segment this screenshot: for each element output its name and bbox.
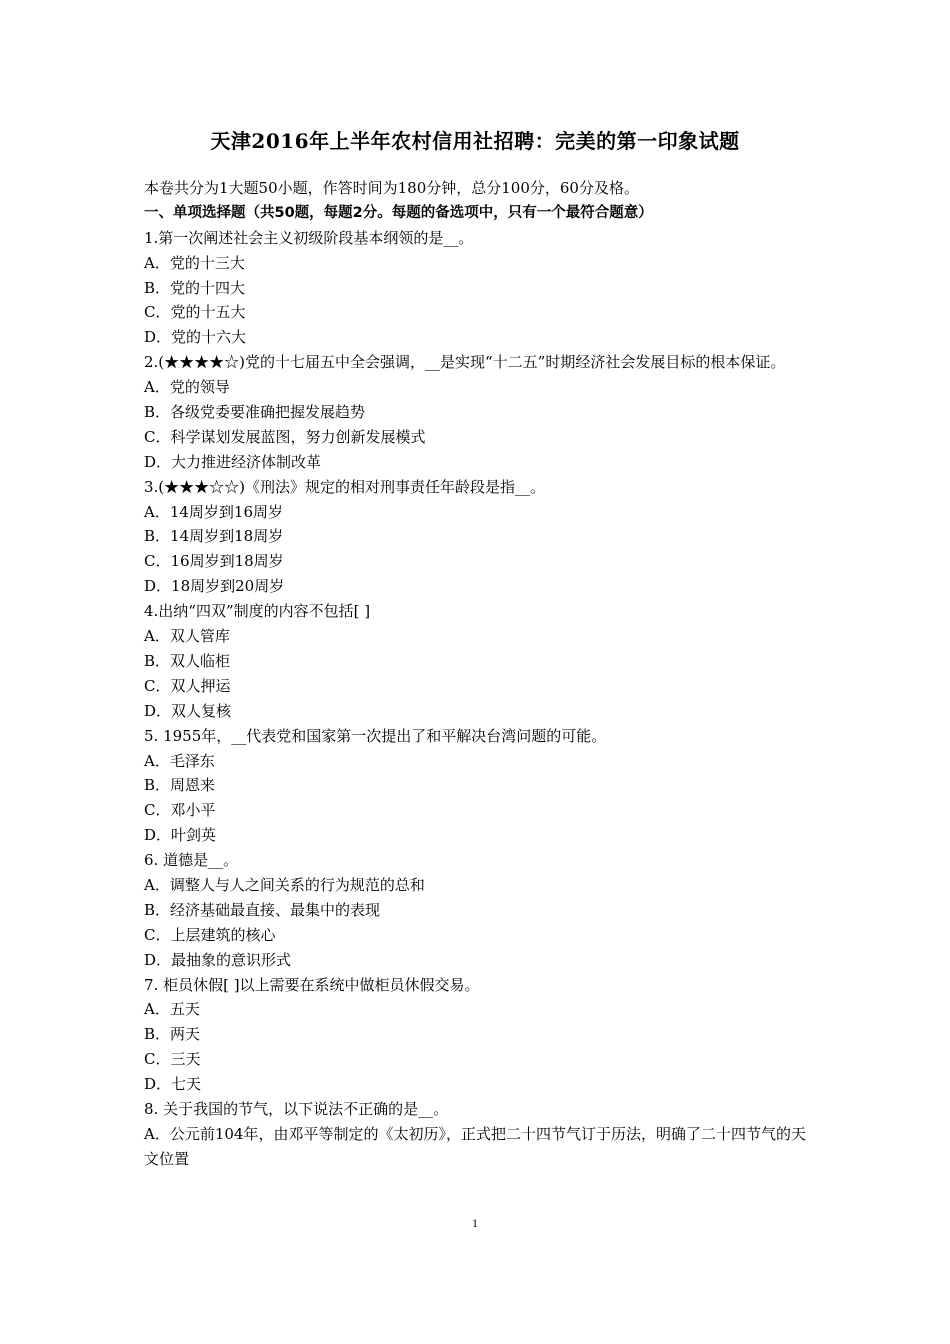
answer-option: D．七天 <box>144 1075 202 1094</box>
question-stem: 1.第一次阐述社会主义初级阶段基本纲领的是__。 <box>144 228 474 247</box>
answer-option: B．双人临柜 <box>144 651 231 670</box>
answer-option: C．科学谋划发展蓝图，努力创新发展模式 <box>144 427 426 446</box>
question-block <box>144 599 810 723</box>
exam-intro: 本卷共分为1大题50小题，作答时间为180分钟，总分100分，60分及格。 <box>144 179 639 197</box>
question-block <box>144 350 810 474</box>
question-stem: 2.(★★★★☆)党的十七届五中全会强调，__是实现“十二五”时期经济社会发展目标的根本保证。 <box>144 353 786 372</box>
answer-option: C．双人押运 <box>144 676 231 695</box>
question-stem: 6. 道德是__。 <box>144 851 239 870</box>
page-number: 1 <box>472 1216 478 1230</box>
section-heading: 一、单项选择题（共50题，每题2分。每题的备选项中，只有一个最符合题意） <box>144 204 653 221</box>
answer-option: A．党的领导 <box>144 378 230 397</box>
answer-option: B．经济基础最直接、最集中的表现 <box>144 900 381 919</box>
answer-option: A．14周岁到16周岁 <box>144 502 284 521</box>
question-block <box>144 724 810 848</box>
question-stem: 8. 关于我国的节气，以下说法不正确的是__。 <box>144 1099 449 1118</box>
question-block <box>144 1097 810 1172</box>
answer-option: C．党的十五大 <box>144 303 246 322</box>
question-stem: 5. 1955年，__代表党和国家第一次提出了和平解决台湾问题的可能。 <box>144 726 607 745</box>
question-stem: 7. 柜员休假[ ]以上需要在系统中做柜员休假交易。 <box>144 975 480 994</box>
answer-option: A．双人管库 <box>144 627 230 646</box>
answer-option: D．最抽象的意识形式 <box>144 950 292 969</box>
answer-option: B．党的十四大 <box>144 278 246 297</box>
answer-option: B．周恩来 <box>144 776 216 795</box>
answer-option: A．调整人与人之间关系的行为规范的总和 <box>144 875 425 894</box>
answer-option: B．14周岁到18周岁 <box>144 527 284 546</box>
answer-option: C．16周岁到18周岁 <box>144 552 284 571</box>
document-title: 天津2016年上半年农村信用社招聘：完美的第一印象试题 <box>210 129 740 153</box>
answer-option: A．毛泽东 <box>144 751 215 770</box>
answer-option: A．五天 <box>144 1000 200 1019</box>
answer-option: D．党的十六大 <box>144 328 247 347</box>
question-block <box>144 848 810 972</box>
answer-option: A．党的十三大 <box>144 253 245 272</box>
answer-option: A．公元前104年，由邓平等制定的《太初历》，正式把二十四节气订于历法，明确了二十四节气的天文位置 <box>144 1124 806 1168</box>
question-block <box>144 226 810 350</box>
question-block <box>144 475 810 599</box>
document-body <box>144 176 810 1172</box>
question-block <box>144 973 810 1097</box>
answer-option: D．叶剑英 <box>144 826 217 845</box>
answer-option: C．邓小平 <box>144 801 216 820</box>
answer-option: D．18周岁到20周岁 <box>144 577 285 596</box>
answer-option: B．各级党委要准确把握发展趋势 <box>144 403 366 422</box>
question-stem: 4.出纳“四双”制度的内容不包括[ ] <box>144 602 371 621</box>
answer-option: C．三天 <box>144 1050 201 1069</box>
answer-option: D．大力推进经济体制改革 <box>144 452 322 471</box>
answer-option: B．两天 <box>144 1025 201 1044</box>
answer-option: C．上层建筑的核心 <box>144 925 276 944</box>
question-stem: 3.(★★★☆☆)《刑法》规定的相对刑事责任年龄段是指__。 <box>144 477 546 496</box>
answer-option: D．双人复核 <box>144 701 232 720</box>
